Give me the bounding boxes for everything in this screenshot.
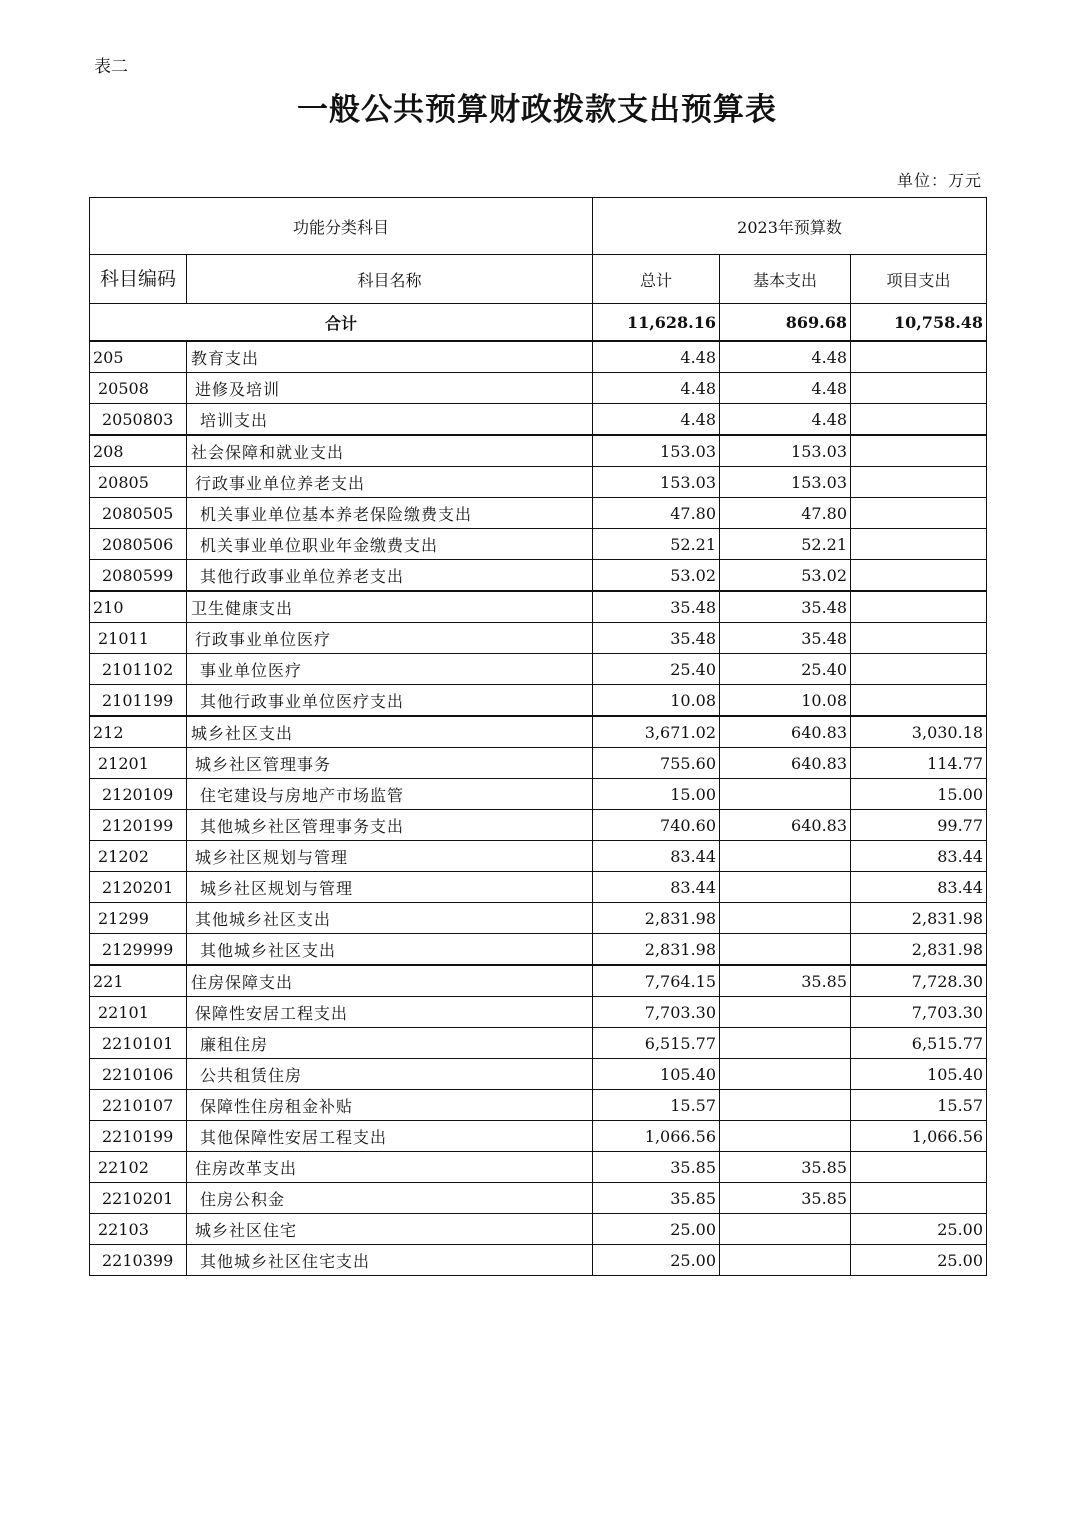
row-project — [851, 685, 987, 717]
table-row — [90, 529, 987, 560]
total-label: 合计 — [90, 304, 593, 342]
row-project: 1,066.56 — [851, 1121, 987, 1152]
row-code: 221 — [90, 965, 187, 997]
row-total: 1,066.56 — [593, 1121, 720, 1152]
row-basic — [720, 1059, 851, 1090]
row-code: 2080599 — [90, 560, 187, 592]
row-code: 2129999 — [90, 934, 187, 966]
row-project — [851, 341, 987, 373]
total-basic: 869.68 — [720, 304, 851, 342]
row-basic — [720, 1214, 851, 1245]
row-code: 2210199 — [90, 1121, 187, 1152]
row-basic: 35.48 — [720, 623, 851, 654]
row-project: 99.77 — [851, 810, 987, 841]
row-total: 83.44 — [593, 872, 720, 903]
row-basic — [720, 1121, 851, 1152]
table-row — [90, 748, 987, 779]
row-project: 25.00 — [851, 1214, 987, 1245]
row-code: 20805 — [90, 467, 187, 498]
header-basic-expense: 基本支出 — [720, 255, 851, 304]
row-basic — [720, 1245, 851, 1276]
row-name: 公共租赁住房 — [187, 1059, 593, 1090]
row-code: 2210107 — [90, 1090, 187, 1121]
row-name: 城乡社区住宅 — [187, 1214, 593, 1245]
row-total: 25.00 — [593, 1214, 720, 1245]
row-name: 其他保障性安居工程支出 — [187, 1121, 593, 1152]
table-row — [90, 654, 987, 685]
row-code: 2101102 — [90, 654, 187, 685]
row-total: 740.60 — [593, 810, 720, 841]
table-row — [90, 779, 987, 810]
row-total: 10.08 — [593, 685, 720, 717]
row-code: 21201 — [90, 748, 187, 779]
row-code: 22103 — [90, 1214, 187, 1245]
row-total: 25.40 — [593, 654, 720, 685]
row-code: 2210399 — [90, 1245, 187, 1276]
row-name: 其他城乡社区支出 — [187, 903, 593, 934]
row-basic: 35.48 — [720, 591, 851, 623]
header-group-row — [90, 198, 987, 255]
row-name: 其他城乡社区管理事务支出 — [187, 810, 593, 841]
row-total: 2,831.98 — [593, 934, 720, 966]
row-name: 社会保障和就业支出 — [187, 435, 593, 467]
row-project — [851, 1183, 987, 1214]
table-row — [90, 435, 987, 467]
row-name: 进修及培训 — [187, 373, 593, 404]
row-total: 35.48 — [593, 591, 720, 623]
row-total: 52.21 — [593, 529, 720, 560]
header-column-row — [90, 255, 987, 304]
row-code: 2120109 — [90, 779, 187, 810]
row-code: 22102 — [90, 1152, 187, 1183]
row-basic — [720, 841, 851, 872]
row-code: 2080505 — [90, 498, 187, 529]
total-project: 10,758.48 — [851, 304, 987, 342]
row-project — [851, 435, 987, 467]
row-project: 83.44 — [851, 872, 987, 903]
row-project: 15.00 — [851, 779, 987, 810]
row-code: 2080506 — [90, 529, 187, 560]
row-project: 7,703.30 — [851, 997, 987, 1028]
row-project — [851, 404, 987, 436]
row-code: 2101199 — [90, 685, 187, 717]
row-project: 15.57 — [851, 1090, 987, 1121]
row-basic — [720, 903, 851, 934]
table-row — [90, 872, 987, 903]
table-row — [90, 404, 987, 436]
row-project — [851, 529, 987, 560]
row-total: 3,671.02 — [593, 716, 720, 748]
row-total: 35.48 — [593, 623, 720, 654]
row-basic: 4.48 — [720, 373, 851, 404]
table-row — [90, 965, 987, 997]
row-name: 其他城乡社区住宅支出 — [187, 1245, 593, 1276]
table-row — [90, 1059, 987, 1090]
row-name: 其他行政事业单位养老支出 — [187, 560, 593, 592]
row-project: 114.77 — [851, 748, 987, 779]
row-name: 教育支出 — [187, 341, 593, 373]
header-total: 总计 — [593, 255, 720, 304]
row-total: 35.85 — [593, 1152, 720, 1183]
row-basic — [720, 997, 851, 1028]
row-project — [851, 467, 987, 498]
row-basic — [720, 934, 851, 966]
row-name: 行政事业单位养老支出 — [187, 467, 593, 498]
header-subject-code: 科目编码 — [90, 255, 187, 304]
table-row — [90, 716, 987, 748]
row-basic: 4.48 — [720, 404, 851, 436]
row-name: 住房公积金 — [187, 1183, 593, 1214]
row-project: 2,831.98 — [851, 934, 987, 966]
unit-label: 单位：万元 — [896, 171, 982, 190]
row-basic: 153.03 — [720, 435, 851, 467]
row-total: 15.00 — [593, 779, 720, 810]
row-code: 22101 — [90, 997, 187, 1028]
table-row — [90, 623, 987, 654]
row-code: 21299 — [90, 903, 187, 934]
row-total: 25.00 — [593, 1245, 720, 1276]
row-code: 210 — [90, 591, 187, 623]
table-row — [90, 1090, 987, 1121]
row-basic: 153.03 — [720, 467, 851, 498]
row-code: 21202 — [90, 841, 187, 872]
document-title: 一般公共预算财政拨款支出预算表 — [297, 92, 777, 128]
row-project — [851, 373, 987, 404]
row-total: 2,831.98 — [593, 903, 720, 934]
row-basic: 53.02 — [720, 560, 851, 592]
row-name: 事业单位医疗 — [187, 654, 593, 685]
table-row — [90, 591, 987, 623]
table-row — [90, 1028, 987, 1059]
row-name: 其他行政事业单位医疗支出 — [187, 685, 593, 717]
row-name: 住宅建设与房地产市场监管 — [187, 779, 593, 810]
row-name: 行政事业单位医疗 — [187, 623, 593, 654]
row-project: 6,515.77 — [851, 1028, 987, 1059]
row-name: 其他城乡社区支出 — [187, 934, 593, 966]
row-basic: 4.48 — [720, 341, 851, 373]
row-name: 城乡社区规划与管理 — [187, 872, 593, 903]
row-project — [851, 498, 987, 529]
row-code: 2120199 — [90, 810, 187, 841]
row-project: 25.00 — [851, 1245, 987, 1276]
table-row — [90, 1214, 987, 1245]
row-name: 培训支出 — [187, 404, 593, 436]
row-total: 53.02 — [593, 560, 720, 592]
budget-table — [89, 197, 987, 1276]
row-total: 755.60 — [593, 748, 720, 779]
row-name: 保障性安居工程支出 — [187, 997, 593, 1028]
header-subject-name: 科目名称 — [187, 255, 593, 304]
row-name: 保障性住房租金补贴 — [187, 1090, 593, 1121]
row-name: 卫生健康支出 — [187, 591, 593, 623]
row-project: 83.44 — [851, 841, 987, 872]
row-total: 153.03 — [593, 435, 720, 467]
row-basic — [720, 1028, 851, 1059]
row-name: 机关事业单位职业年金缴费支出 — [187, 529, 593, 560]
row-code: 205 — [90, 341, 187, 373]
table-row — [90, 841, 987, 872]
total-sum: 11,628.16 — [593, 304, 720, 342]
row-code: 20508 — [90, 373, 187, 404]
row-project: 2,831.98 — [851, 903, 987, 934]
table-row — [90, 498, 987, 529]
row-basic: 640.83 — [720, 716, 851, 748]
table-row — [90, 1245, 987, 1276]
row-total: 83.44 — [593, 841, 720, 872]
row-code: 2050803 — [90, 404, 187, 436]
row-name: 机关事业单位基本养老保险缴费支出 — [187, 498, 593, 529]
row-total: 4.48 — [593, 404, 720, 436]
table-row — [90, 467, 987, 498]
header-project-expense: 项目支出 — [851, 255, 987, 304]
row-name: 城乡社区支出 — [187, 716, 593, 748]
row-basic — [720, 779, 851, 810]
table-row — [90, 685, 987, 717]
row-code: 2210201 — [90, 1183, 187, 1214]
row-total: 105.40 — [593, 1059, 720, 1090]
row-total: 4.48 — [593, 373, 720, 404]
row-total: 4.48 — [593, 341, 720, 373]
row-project — [851, 1152, 987, 1183]
table-row — [90, 560, 987, 592]
table-row — [90, 1152, 987, 1183]
table-row — [90, 1121, 987, 1152]
row-code: 208 — [90, 435, 187, 467]
row-total: 7,703.30 — [593, 997, 720, 1028]
row-name: 城乡社区规划与管理 — [187, 841, 593, 872]
table-row — [90, 903, 987, 934]
row-basic — [720, 872, 851, 903]
row-project — [851, 654, 987, 685]
row-name: 住房改革支出 — [187, 1152, 593, 1183]
row-basic: 35.85 — [720, 1183, 851, 1214]
row-project: 105.40 — [851, 1059, 987, 1090]
row-basic: 640.83 — [720, 810, 851, 841]
row-code: 212 — [90, 716, 187, 748]
total-row — [90, 304, 987, 342]
row-project — [851, 623, 987, 654]
table-row — [90, 341, 987, 373]
row-name: 城乡社区管理事务 — [187, 748, 593, 779]
row-code: 2210106 — [90, 1059, 187, 1090]
row-project — [851, 591, 987, 623]
row-basic: 52.21 — [720, 529, 851, 560]
row-total: 15.57 — [593, 1090, 720, 1121]
table-row — [90, 934, 987, 966]
header-function-category: 功能分类科目 — [90, 198, 593, 255]
table-row — [90, 1183, 987, 1214]
row-code: 2210101 — [90, 1028, 187, 1059]
header-budget-year: 2023年预算数 — [593, 198, 987, 255]
row-total: 153.03 — [593, 467, 720, 498]
row-total: 35.85 — [593, 1183, 720, 1214]
row-total: 6,515.77 — [593, 1028, 720, 1059]
row-basic: 25.40 — [720, 654, 851, 685]
row-basic: 640.83 — [720, 748, 851, 779]
row-name: 廉租住房 — [187, 1028, 593, 1059]
row-basic — [720, 1090, 851, 1121]
row-basic: 35.85 — [720, 965, 851, 997]
row-basic: 35.85 — [720, 1152, 851, 1183]
row-code: 21011 — [90, 623, 187, 654]
row-total: 7,764.15 — [593, 965, 720, 997]
row-basic: 10.08 — [720, 685, 851, 717]
table-row — [90, 997, 987, 1028]
row-project — [851, 560, 987, 592]
table-row — [90, 373, 987, 404]
table-row — [90, 810, 987, 841]
table-number: 表二 — [94, 57, 128, 77]
row-name: 住房保障支出 — [187, 965, 593, 997]
row-code: 2120201 — [90, 872, 187, 903]
row-basic: 47.80 — [720, 498, 851, 529]
row-total: 47.80 — [593, 498, 720, 529]
row-project: 3,030.18 — [851, 716, 987, 748]
row-project: 7,728.30 — [851, 965, 987, 997]
